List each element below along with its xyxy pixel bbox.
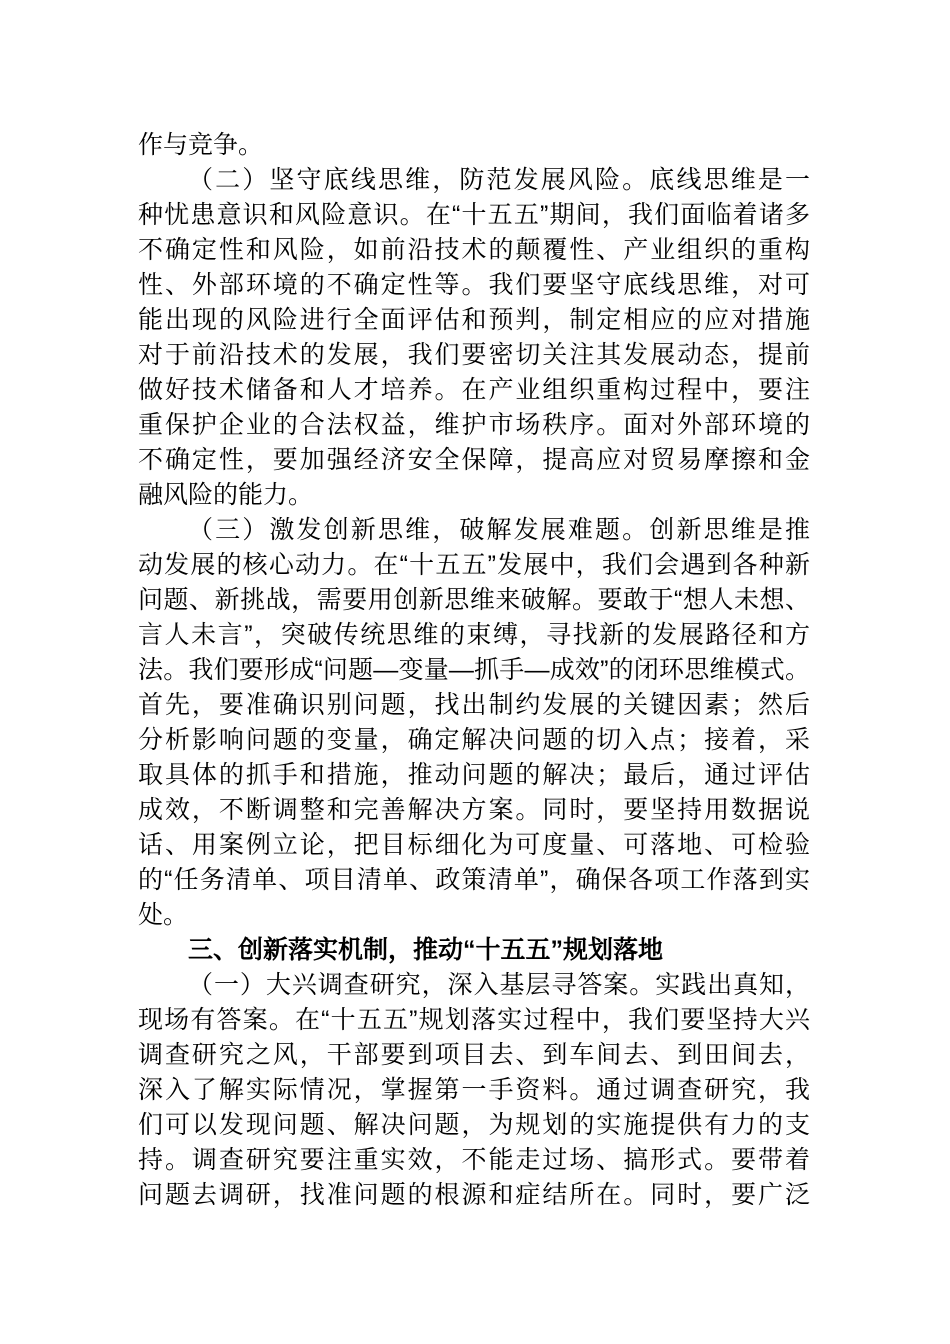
text-line: 问题去调研，找准问题的根源和症结所在。同时，要广泛 <box>138 1181 810 1209</box>
text-line: 的“任务清单、项目清单、政策清单”，确保各项工作落到实 <box>138 866 810 894</box>
text-line: 性、外部环境的不确定性等。我们要坚守底线思维，对可 <box>138 271 810 299</box>
text-line: 成效，不断调整和完善解决方案。同时，要坚持用数据说 <box>138 796 810 824</box>
text-line: 首先，要准确识别问题，找出制约发展的关键因素；然后 <box>138 691 810 719</box>
text-line: 不确定性和风险，如前沿技术的颠覆性、产业组织的重构 <box>138 236 810 264</box>
text-line: 重保护企业的合法权益，维护市场秩序。面对外部环境的 <box>138 411 810 439</box>
text-line: 深入了解实际情况，掌握第一手资料。通过调查研究，我 <box>138 1076 810 1104</box>
text-line: 们可以发现问题、解决问题，为规划的实施提供有力的支 <box>138 1111 810 1139</box>
text-line: （一）大兴调查研究，深入基层寻答案。实践出真知， <box>188 971 810 999</box>
text-line: 现场有答案。在“十五五”规划落实过程中，我们要坚持大兴 <box>138 1006 810 1034</box>
text-line: 取具体的抓手和措施，推动问题的解决；最后，通过评估 <box>138 761 810 789</box>
text-line: 不确定性，要加强经济安全保障，提高应对贸易摩擦和金 <box>138 446 810 474</box>
section-heading-line: 三、创新落实机制，推动“十五五”规划落地 <box>188 936 664 964</box>
text-line: 做好技术储备和人才培养。在产业组织重构过程中，要注 <box>138 376 810 404</box>
text-line: 持。调查研究要注重实效，不能走过场、搞形式。要带着 <box>138 1146 810 1174</box>
text-line: 言人未言”，突破传统思维的束缚，寻找新的发展路径和方 <box>138 621 810 649</box>
text-line: 对于前沿技术的发展，我们要密切关注其发展动态，提前 <box>138 341 810 369</box>
text-line: 调查研究之风，干部要到项目去、到车间去、到田间去， <box>138 1041 810 1069</box>
text-line: 动发展的核心动力。在“十五五”发展中，我们会遇到各种新 <box>138 551 810 579</box>
text-line: 问题、新挑战，需要用创新思维来破解。要敢于“想人未想、 <box>138 586 810 614</box>
text-line: 处。 <box>138 901 189 929</box>
text-line: 法。我们要形成“问题—变量—抓手—成效”的闭环思维模式。 <box>138 656 810 684</box>
text-line: 话、用案例立论，把目标细化为可度量、可落地、可检验 <box>138 831 810 859</box>
text-line: （三）激发创新思维，破解发展难题。创新思维是推 <box>188 516 810 544</box>
text-line: （二）坚守底线思维，防范发展风险。底线思维是一 <box>188 166 810 194</box>
text-line: 融风险的能力。 <box>138 481 314 509</box>
text-line: 分析影响问题的变量，确定解决问题的切入点；接着，采 <box>138 726 810 754</box>
text-line: 作与竞争。 <box>138 131 264 159</box>
text-line: 种忧患意识和风险意识。在“十五五”期间，我们面临着诸多 <box>138 201 810 229</box>
text-line: 能出现的风险进行全面评估和预判，制定相应的应对措施 <box>138 306 810 334</box>
document-body <box>138 128 810 1213</box>
